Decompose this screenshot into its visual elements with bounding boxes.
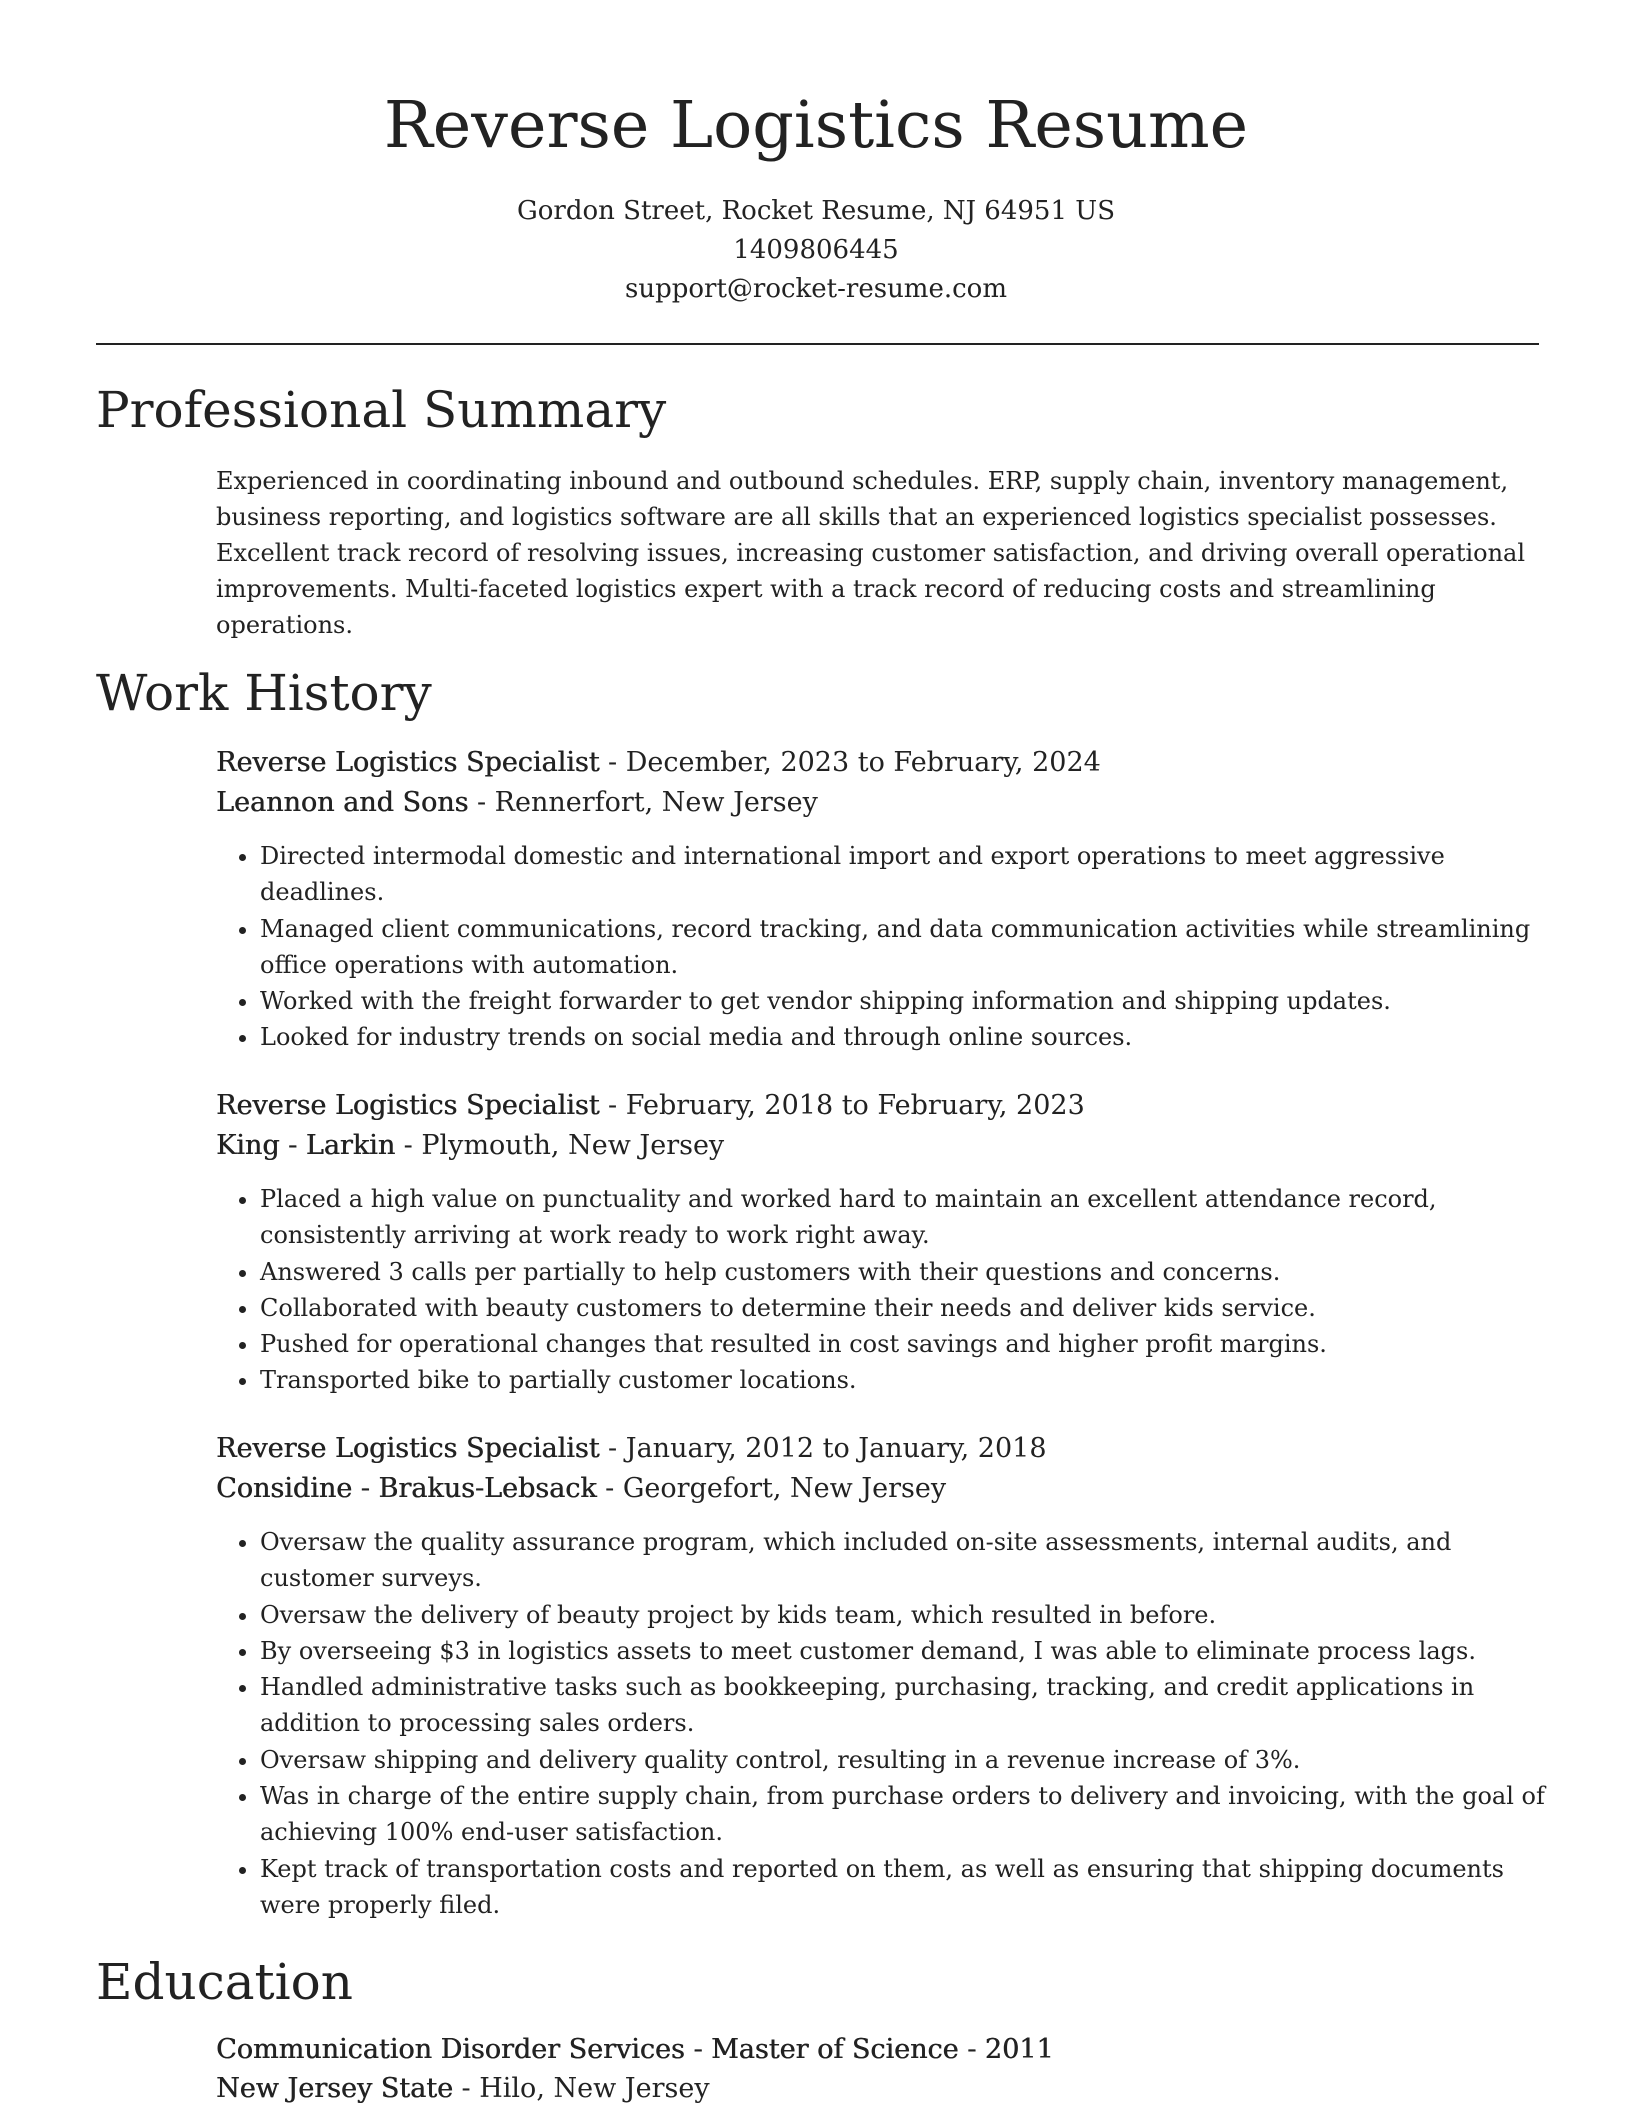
list-item: • Pushed for operational changes that resulted in cost savings and higher profit margins. xyxy=(260,1326,1546,1362)
summary-heading: Professional Summary xyxy=(96,381,667,439)
education-school-line xyxy=(216,2069,1536,2109)
summary-text: Experienced in coordinating inbound and outbound schedules. ERP, supply chain, inventory management, business reporting, and logistics software are all skills that an experienced logistics specialist possesses. Excellent track record of resolving issues, increasing customer satisfaction, and driving overall operational improvements. Multi-faceted logistics expert with a track record of reducing costs and streamlining operations. xyxy=(216,467,1526,639)
work-history-heading: Work History xyxy=(96,664,432,722)
list-item: • Worked with the freight forwarder to get vendor shipping information and shipping updates. xyxy=(260,983,1546,1019)
resume-title: Reverse Logistics Resume xyxy=(383,88,1249,163)
list-item: • Collaborated with beauty customers to determine their needs and deliver kids service. xyxy=(260,1290,1546,1326)
job-1-bullets xyxy=(216,838,1546,1056)
job-2-bullets xyxy=(216,1181,1546,1399)
list-item: • Looked for industry trends on social media and through online sources. xyxy=(260,1019,1546,1055)
list-item: • Oversaw the delivery of beauty project by kids team, which resulted in before. xyxy=(260,1597,1546,1633)
job-3-title: Reverse Logistics Specialist xyxy=(216,1433,600,1464)
list-item: • Kept track of transportation costs and reported on them, as well as ensuring that shipping documents were properly filed. xyxy=(260,1851,1546,1924)
job-3-company-line xyxy=(216,1469,1536,1509)
contact-email: support@rocket-resume.com xyxy=(624,274,1007,304)
list-item: • Was in charge of the entire supply chain, from purchase orders to delivery and invoicing, with the goal of achieving 100% end-user satisfaction. xyxy=(260,1778,1546,1851)
list-item: • By overseeing $3 in logistics assets to meet customer demand, I was able to eliminate process lags. xyxy=(260,1633,1546,1669)
job-1-location: - Rennerfort, New Jersey xyxy=(468,787,818,818)
job-1-company-line xyxy=(216,783,1536,823)
contact-address: Gordon Street, Rocket Resume, NJ 64951 US xyxy=(517,196,1115,226)
job-1-dates: - December, 2023 to February, 2024 xyxy=(599,747,1101,778)
job-3-title-line xyxy=(216,1429,1536,1469)
job-3-location: - Georgefort, New Jersey xyxy=(596,1473,947,1504)
list-item: • Oversaw shipping and delivery quality control, resulting in a revenue increase of 3%. xyxy=(260,1742,1546,1778)
job-1-title-line xyxy=(216,743,1536,783)
list-item: • Placed a high value on punctuality and worked hard to maintain an excellent attendance record, consistently arriving at work ready to work right away. xyxy=(260,1181,1546,1254)
job-3-bullets xyxy=(216,1524,1546,1923)
job-2-location: - Plymouth, New Jersey xyxy=(395,1130,725,1161)
education-degree: Communication Disorder Services - Master of Science - 2011 xyxy=(216,2034,1054,2065)
job-1-company: Leannon and Sons xyxy=(216,787,469,818)
list-item: • Directed intermodal domestic and international import and export operations to meet aggressive deadlines. xyxy=(260,838,1546,911)
list-item: • Answered 3 calls per partially to help customers with their questions and concerns. xyxy=(260,1254,1546,1290)
contact-phone: 1409806445 xyxy=(733,235,899,265)
job-2-company: King - Larkin xyxy=(216,1130,396,1161)
education-school: New Jersey State xyxy=(216,2073,453,2104)
education-degree-line xyxy=(216,2030,1536,2070)
job-3-dates: - January, 2012 to January, 2018 xyxy=(599,1433,1047,1464)
list-item: • Handled administrative tasks such as bookkeeping, purchasing, tracking, and credit applications in addition to processing sales orders. xyxy=(260,1669,1546,1742)
job-2-title: Reverse Logistics Specialist xyxy=(216,1090,600,1121)
job-1-title: Reverse Logistics Specialist xyxy=(216,747,600,778)
job-2-title-line xyxy=(216,1086,1536,1126)
header-divider xyxy=(96,343,1539,345)
list-item: • Transported bike to partially customer locations. xyxy=(260,1362,1546,1398)
education-location: - Hilo, New Jersey xyxy=(452,2073,710,2104)
job-2-dates: - February, 2018 to February, 2023 xyxy=(599,1090,1085,1121)
list-item: • Oversaw the quality assurance program, which included on-site assessments, internal audits, and customer surveys. xyxy=(260,1524,1546,1597)
education-heading: Education xyxy=(96,1953,353,2011)
job-3-company: Considine - Brakus-Lebsack xyxy=(216,1473,597,1504)
list-item: • Managed client communications, record tracking, and data communication activities while streamlining office operations with automation. xyxy=(260,911,1546,984)
contact-block xyxy=(0,192,1632,309)
job-2-company-line xyxy=(216,1126,1536,1166)
